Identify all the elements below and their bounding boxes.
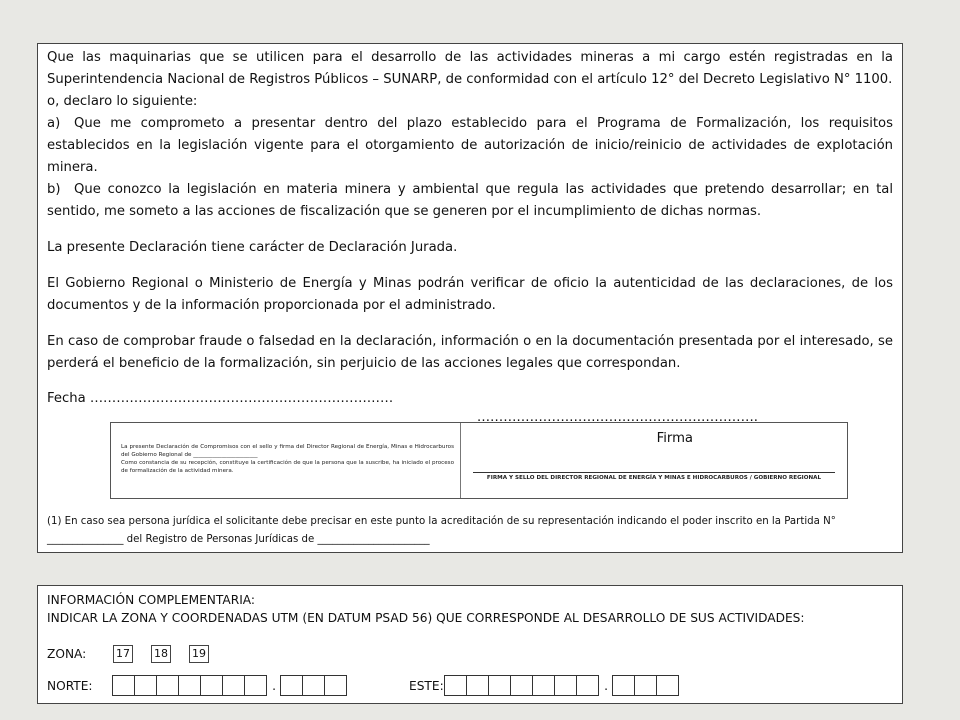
- declaration-panel: [37, 43, 903, 553]
- digit-cell[interactable]: [222, 675, 245, 696]
- digit-cell[interactable]: [156, 675, 179, 696]
- info-instruction: INDICAR LA ZONA Y COORDENADAS UTM (EN DATUM PSAD 56) QUE CORRESPONDE AL DESARROLLO DE SUS ACTIVIDADES:: [47, 611, 805, 625]
- digit-cell[interactable]: [280, 675, 303, 696]
- info-title: INFORMACIÓN COMPLEMENTARIA:: [47, 593, 256, 607]
- digit-cell[interactable]: [444, 675, 467, 696]
- digit-cell[interactable]: [178, 675, 201, 696]
- zone-option-17[interactable]: 17: [113, 645, 133, 663]
- commitment-item-a: [47, 113, 893, 179]
- east-integer-cells[interactable]: [445, 675, 599, 696]
- digit-cell[interactable]: [554, 675, 577, 696]
- declaration-intro: o, declaro lo siguiente:: [47, 94, 198, 109]
- machinery-paragraph: Que las maquinarias que se utilicen para el desarrollo de las actividades mineras a mi cargo estén registradas en la Superintendencia Nacional de Registros Públicos – SUNARP, de conformidad con el artículo 12° del Decreto Legislativo N° 1100.: [47, 50, 893, 87]
- digit-cell[interactable]: [302, 675, 325, 696]
- coordinates-row: [47, 675, 679, 696]
- zone-label: ZONA:: [47, 647, 87, 661]
- digit-cell[interactable]: [488, 675, 511, 696]
- item-b-text: Que conozco la legislación en materia minera y ambiental que regula las actividades que pretendo desarrollar; en tal sentido, me someto a las acciones de fiscalización que se generen por el incumplimiento de dichas normas.: [47, 182, 893, 219]
- verification-paragraph: El Gobierno Regional o Ministerio de Energía y Minas podrán verificar de oficio la autenticidad de las declaraciones, de los documentos y de la información proporcionada por el administrado.: [47, 276, 893, 313]
- complementary-info-panel: [37, 585, 903, 704]
- north-label: NORTE:: [47, 678, 93, 693]
- date-field[interactable]: Fecha ……………………………………………………………: [47, 391, 394, 406]
- fraud-paragraph: En caso de comprobar fraude o falsedad en la declaración, información o en la documentación presentada por el interesado, se perderá el beneficio de la formalización, sin perjuicio de las acciones legales que correspondan.: [47, 334, 893, 371]
- certification-text: [111, 423, 461, 498]
- director-signature-caption: FIRMA Y SELLO DEL DIRECTOR REGIONAL DE ENERGÍA Y MINAS E HIDROCARBUROS / GOBIERNO REGIONAL: [486, 475, 822, 481]
- director-signature-area[interactable]: [461, 423, 847, 498]
- zone-row: [47, 645, 227, 663]
- zone-option-18[interactable]: 18: [151, 645, 171, 663]
- north-decimal-cells[interactable]: [281, 675, 347, 696]
- digit-cell[interactable]: [634, 675, 657, 696]
- digit-cell[interactable]: [612, 675, 635, 696]
- digit-cell[interactable]: [466, 675, 489, 696]
- north-decimal-point: .: [272, 678, 276, 693]
- certification-text-2: Como constancia de su recepción, constituye la certificación de que la persona que la suscribe, ha iniciado el proceso de formalización de la actividad minera.: [121, 460, 454, 474]
- item-b-letter: b): [47, 182, 61, 197]
- zone-option-19[interactable]: 19: [189, 645, 209, 663]
- digit-cell[interactable]: [532, 675, 555, 696]
- footnote: (1) En caso sea persona jurídica el solicitante debe precisar en este punto la acreditación de su representación indicando el poder inscrito en la Partida N° _______________ del Registro de Personas Jurídicas de ______________________: [47, 516, 836, 545]
- item-a-letter: a): [47, 116, 61, 131]
- item-a-text: Que me comprometo a presentar dentro del plazo establecido para el Programa de Formalización, los requisitos establecidos en la legislación vigente para el otorgamiento de autorización de inicio/reinicio de actividades de explotación minera.: [47, 116, 893, 175]
- digit-cell[interactable]: [112, 675, 135, 696]
- digit-cell[interactable]: [200, 675, 223, 696]
- north-integer-cells[interactable]: [113, 675, 267, 696]
- east-decimal-cells[interactable]: [613, 675, 679, 696]
- commitment-item-b: [47, 179, 893, 223]
- signature-line[interactable]: ……………………………………………………….: [476, 410, 758, 425]
- digit-cell[interactable]: [324, 675, 347, 696]
- signature-label: Firma: [656, 431, 693, 446]
- east-decimal-point: .: [604, 678, 608, 693]
- sworn-statement-paragraph: La presente Declaración tiene carácter de Declaración Jurada.: [47, 240, 458, 255]
- digit-cell[interactable]: [510, 675, 533, 696]
- digit-cell[interactable]: [656, 675, 679, 696]
- certification-text-1: La presente Declaración de Compromisos con el sello y firma del Director Regional de Energía, Minas e Hidrocarburos del Gobierno Regional de _______________________: [121, 444, 454, 458]
- director-signature-line: [473, 472, 835, 473]
- digit-cell[interactable]: [576, 675, 599, 696]
- digit-cell[interactable]: [134, 675, 157, 696]
- certification-box: [110, 422, 848, 499]
- east-label: ESTE:: [409, 678, 444, 693]
- digit-cell[interactable]: [244, 675, 267, 696]
